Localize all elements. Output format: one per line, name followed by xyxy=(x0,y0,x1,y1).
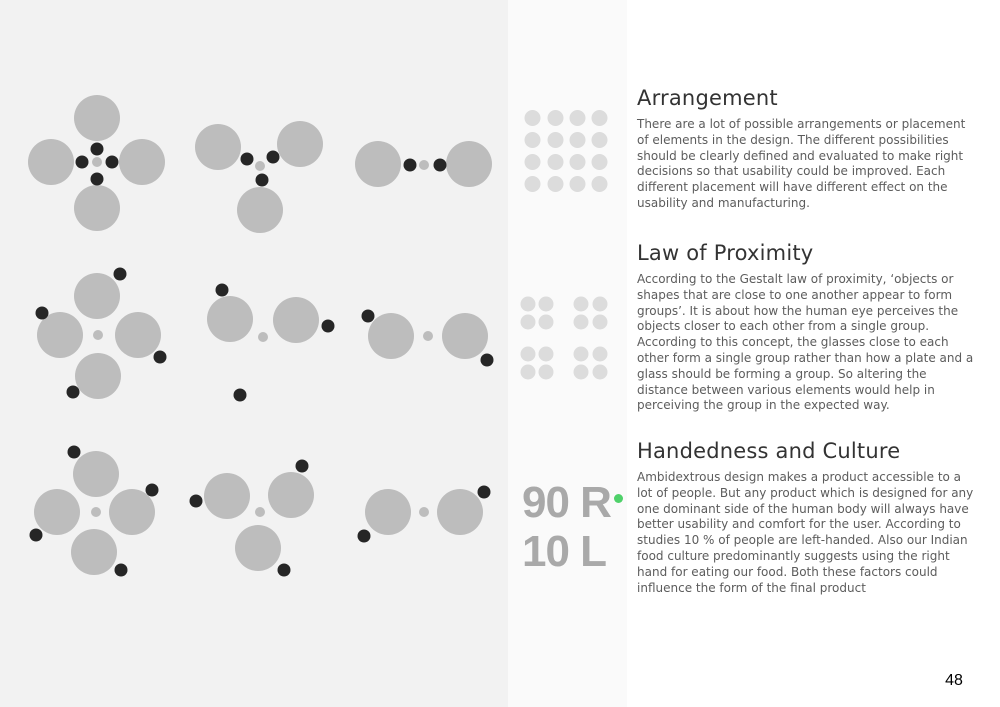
section-handedness-and-culture xyxy=(637,439,977,596)
grid-dot-icon xyxy=(570,154,586,170)
plate-circle-icon xyxy=(277,121,323,167)
plate-circle-icon xyxy=(74,273,120,319)
plate-circle-icon xyxy=(268,472,314,518)
plate-circle-icon xyxy=(204,473,250,519)
glass-dot-icon xyxy=(234,389,247,402)
glass-dot-icon xyxy=(30,529,43,542)
plate-circle-icon xyxy=(446,141,492,187)
plate-circle-icon xyxy=(235,525,281,571)
section-title: Arrangement xyxy=(637,86,778,110)
glass-dot-icon xyxy=(67,386,80,399)
glass-dot-icon xyxy=(296,460,309,473)
plate-circle-icon xyxy=(195,124,241,170)
glass-dot-icon xyxy=(106,156,119,169)
plate-circle-icon xyxy=(368,313,414,359)
glass-dot-icon xyxy=(190,495,203,508)
grid-dot-icon xyxy=(574,365,589,380)
grid-dot-icon xyxy=(525,154,541,170)
grid-dot-icon xyxy=(592,132,608,148)
plate-circle-icon xyxy=(119,139,165,185)
plate-circle-icon xyxy=(74,185,120,231)
grid-dot-icon xyxy=(539,365,554,380)
grid-dot-icon xyxy=(570,132,586,148)
grid-dot-icon xyxy=(548,176,564,192)
glass-dot-icon xyxy=(478,486,491,499)
plate-circle-icon xyxy=(115,312,161,358)
glass-dot-icon xyxy=(362,310,375,323)
section-body: There are a lot of possible arrangements or placement of elements in the design. The different possibilities should be clearly defined and evaluated to make right decisions so that usability could be improved. Each different placement will have different effect on the usability and manufacturing. xyxy=(637,117,966,210)
glass-dot-icon xyxy=(216,284,229,297)
section-arrangement xyxy=(637,86,977,212)
plate-circle-icon xyxy=(109,489,155,535)
grid-dot-icon xyxy=(525,176,541,192)
right-handed-ratio: 90 R xyxy=(522,478,611,527)
grid-dot-icon xyxy=(548,110,564,126)
grid-dot-icon xyxy=(592,154,608,170)
glass-dot-icon xyxy=(278,564,291,577)
grid-dot-icon xyxy=(548,132,564,148)
grid-dot-icon xyxy=(521,347,536,362)
grid-dot-icon xyxy=(525,132,541,148)
grid-dot-icon xyxy=(574,315,589,330)
grid-dot-icon xyxy=(521,315,536,330)
glass-dot-icon xyxy=(91,143,104,156)
plate-circle-icon xyxy=(75,353,121,399)
glass-dot-icon xyxy=(76,156,89,169)
glass-dot-icon xyxy=(322,320,335,333)
center-dot-icon xyxy=(258,332,268,342)
center-dot-icon xyxy=(423,331,433,341)
section-law-of-proximity xyxy=(637,241,977,414)
plate-circle-icon xyxy=(207,296,253,342)
proximity-dot-grids xyxy=(508,0,627,707)
glass-dot-icon xyxy=(114,268,127,281)
glass-dot-icon xyxy=(36,307,49,320)
glass-dot-icon xyxy=(358,530,371,543)
page-number: 48 xyxy=(945,672,963,689)
grid-dot-icon xyxy=(539,347,554,362)
plate-circle-icon xyxy=(74,95,120,141)
plate-circle-icon xyxy=(237,187,283,233)
plate-circle-icon xyxy=(365,489,411,535)
grid-dot-icon xyxy=(593,297,608,312)
plate-circle-icon xyxy=(73,451,119,497)
glass-dot-icon xyxy=(404,159,417,172)
section-title: Law of Proximity xyxy=(637,241,814,265)
section-title: Handedness and Culture xyxy=(637,439,901,463)
section-body: Ambidextrous design makes a product accessible to a lot of people. But any product which is designed for any one dominant side of the human body will always have better usability and comfort for the user. According to studies 10 % of people are left-handed. Also our Indian food culture predominantly suggests using the right hand for eating our food. Both these factors could influence the form of the final product xyxy=(637,470,974,595)
glass-dot-icon xyxy=(267,151,280,164)
center-dot-icon xyxy=(419,160,429,170)
glass-dot-icon xyxy=(91,173,104,186)
grid-dot-icon xyxy=(570,110,586,126)
plate-circle-icon xyxy=(34,489,80,535)
grid-dot-icon xyxy=(570,176,586,192)
grid-dot-icon xyxy=(574,297,589,312)
grid-dot-icon xyxy=(548,154,564,170)
plate-circle-icon xyxy=(273,297,319,343)
grid-dot-icon xyxy=(592,110,608,126)
plate-circle-icon xyxy=(355,141,401,187)
grid-dot-icon xyxy=(593,365,608,380)
illustration-strip xyxy=(508,0,627,707)
glass-dot-icon xyxy=(256,174,269,187)
glass-dot-icon xyxy=(115,564,128,577)
grid-dot-icon xyxy=(593,315,608,330)
text-column xyxy=(637,0,977,707)
left-handed-ratio: 10 L xyxy=(522,527,607,576)
grid-dot-icon xyxy=(539,315,554,330)
section-body: According to the Gestalt law of proximity, ‘objects or shapes that are close to one another appear to form groups’. It is about how the human eye perceives the objects closer to each other from a single group. According to this concept, the glasses close to each other form a single group rather than how a plate and a glass should be forming a group. So altering the distance between various elements would help in perceiving the group in the expected way. xyxy=(637,272,974,413)
glass-dot-icon xyxy=(68,446,81,459)
grid-dot-icon xyxy=(521,365,536,380)
center-dot-icon xyxy=(255,507,265,517)
grid-dot-icon xyxy=(525,110,541,126)
grid-dot-icon xyxy=(593,347,608,362)
glass-dot-icon xyxy=(241,153,254,166)
glass-dot-icon xyxy=(434,159,447,172)
center-dot-icon xyxy=(419,507,429,517)
center-dot-icon xyxy=(255,161,265,171)
plate-circle-icon xyxy=(28,139,74,185)
grid-dot-icon xyxy=(539,297,554,312)
center-dot-icon xyxy=(92,157,102,167)
plate-circle-icon xyxy=(442,313,488,359)
center-dot-icon xyxy=(93,330,103,340)
glass-dot-icon xyxy=(481,354,494,367)
grid-dot-icon xyxy=(592,176,608,192)
plate-circle-icon xyxy=(71,529,117,575)
glass-dot-icon xyxy=(154,351,167,364)
grid-dot-icon xyxy=(574,347,589,362)
plate-circle-icon xyxy=(437,489,483,535)
grid-dot-icon xyxy=(521,297,536,312)
glass-dot-icon xyxy=(146,484,159,497)
center-dot-icon xyxy=(91,507,101,517)
green-dot-icon xyxy=(614,494,623,503)
